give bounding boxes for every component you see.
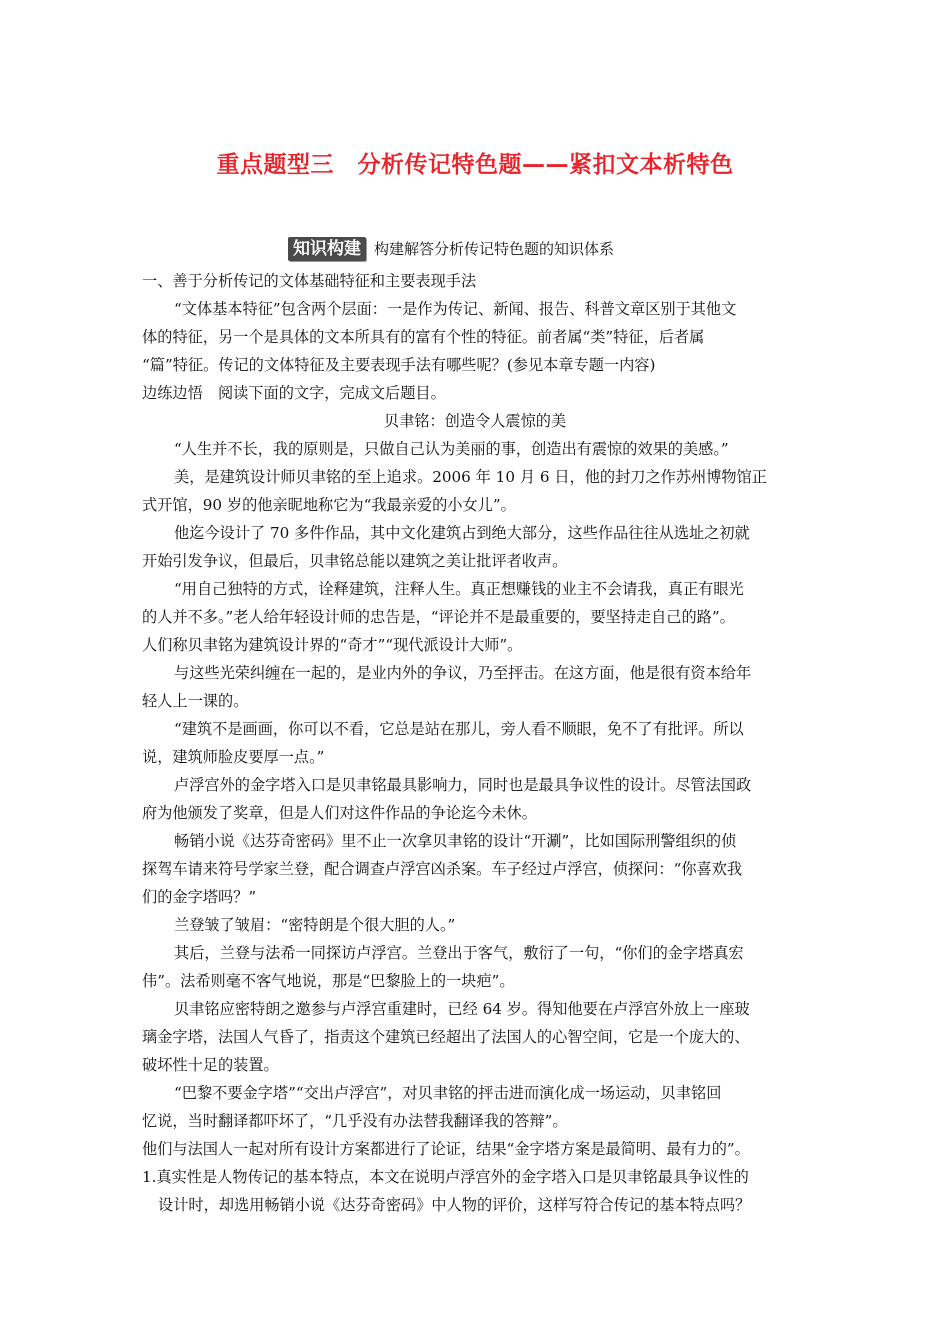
paragraph-line: “用自己独特的方式，诠释建筑，注释人生。真正想赚钱的业主不会请我，真正有眼光 <box>174 580 744 598</box>
paragraph-line: 的人并不多。”老人给年轻设计师的忠告是，“评论并不是最重要的，要坚持走自己的路”。 <box>142 608 735 626</box>
paragraph-line: 璃金字塔，法国人气昏了，指责这个建筑已经超出了法国人的心智空间，它是一个庞大的、 <box>142 1028 750 1046</box>
knowledge-construction-header <box>288 236 614 262</box>
paragraph-line: 忆说，当时翻译都吓坏了，“几乎没有办法替我翻译我的答辩”。 <box>142 1112 568 1130</box>
paragraph-line: 美，是建筑设计师贝聿铭的至上追求。2006 年 10 月 6 日，他的封刀之作苏州博物馆正 <box>174 468 767 486</box>
question-line: 设计时，却选用畅销小说《达芬奇密码》中人物的评价，这样写符合传记的基本特点吗？ <box>158 1196 751 1214</box>
paragraph-line: 畅销小说《达芬奇密码》里不止一次拿贝聿铭的设计“开涮”，比如国际刑警组织的侦 <box>174 832 737 850</box>
article-title: 贝聿铭：创造令人震惊的美 <box>383 412 567 430</box>
paragraph-line: “文体基本特征”包含两个层面：一是作为传记、新闻、报告、科普文章区别于其他文 <box>174 300 737 318</box>
section-heading: 一、善于分析传记的文体基础特征和主要表现手法 <box>142 272 477 290</box>
paragraph-line: 们的金字塔吗？” <box>142 888 257 906</box>
paragraph-line: 府为他颁发了奖章，但是人们对这件作品的争论迄今未休。 <box>142 804 537 822</box>
paragraph-line: 体的特征，另一个是具体的文本所具有的富有个性的特征。前者属“类”特征，后者属 <box>142 328 705 346</box>
paragraph-line: 他们与法国人一起对所有设计方案都进行了论证，结果“金字塔方案是最简明、最有力的”。 <box>142 1140 750 1158</box>
paragraph-line: “建筑不是画画，你可以不看，它总是站在那儿，旁人看不顺眼，免不了有批评。所以 <box>174 720 744 738</box>
paragraph-line: 探驾车请来符号学家兰登，配合调查卢浮宫凶杀案。车子经过卢浮宫，侦探问：“你喜欢我 <box>142 860 743 878</box>
paragraph-line: 轻人上一课的。 <box>142 692 249 710</box>
question-line: 1.真实性是人物传记的基本特点，本文在说明卢浮宫外的金字塔入口是贝聿铭最具争议性的 <box>142 1168 749 1186</box>
paragraph-line: 人们称贝聿铭为建筑设计界的“奇才”“现代派设计大师”。 <box>142 636 523 654</box>
knowledge-subtitle: 构建解答分析传记特色题的知识体系 <box>374 240 615 258</box>
paragraph-line: 贝聿铭应密特朗之邀参与卢浮宫重建时，已经 64 岁。得知他要在卢浮宫外放上一座玻 <box>174 1000 750 1018</box>
paragraph-line: 他迄今设计了 70 多件作品，其中文化建筑占到绝大部分，这些作品往往从选址之初就 <box>174 524 750 542</box>
paragraph-line: 伟”。法希则毫不客气地说，那是“巴黎脸上的一块疤”。 <box>142 972 515 990</box>
paragraph-line: 破坏性十足的装置。 <box>142 1056 279 1074</box>
paragraph-line: 说，建筑师脸皮要厚一点。” <box>142 748 325 766</box>
page-title: 重点题型三 分析传记特色题——紧扣文本析特色 <box>216 152 734 178</box>
paragraph-line: 兰登皱了皱眉：“密特朗是个很大胆的人。” <box>174 916 456 934</box>
paragraph-line: “巴黎不要金字塔”“交出卢浮宫”，对贝聿铭的抨击进而演化成一场运动，贝聿铭回 <box>174 1084 722 1102</box>
knowledge-badge: 知识构建 <box>288 237 366 261</box>
paragraph-line: “人生并不长，我的原则是，只做自己认为美丽的事，创造出有震惊的效果的美感。” <box>174 440 729 458</box>
paragraph-line: 开始引发争议，但最后，贝聿铭总能以建筑之美让批评者收声。 <box>142 552 568 570</box>
exercise-intro: 边练边悟 阅读下面的文字，完成文后题目。 <box>142 384 446 402</box>
paragraph-line: 卢浮宫外的金字塔入口是贝聿铭最具影响力，同时也是最具争议性的设计。尽管法国政 <box>174 776 752 794</box>
paragraph-line: 与这些光荣纠缠在一起的，是业内外的争议，乃至抨击。在这方面，他是很有资本给年 <box>174 664 752 682</box>
paragraph-line: 式开馆，90 岁的他亲昵地称它为“我最亲爱的小女儿”。 <box>142 496 516 514</box>
paragraph-line: 其后，兰登与法希一同探访卢浮宫。兰登出于客气，敷衍了一句，“你们的金字塔真宏 <box>174 944 744 962</box>
paragraph-line: “篇”特征。传记的文体特征及主要表现手法有哪些呢？(参见本章专题一内容) <box>142 356 656 374</box>
